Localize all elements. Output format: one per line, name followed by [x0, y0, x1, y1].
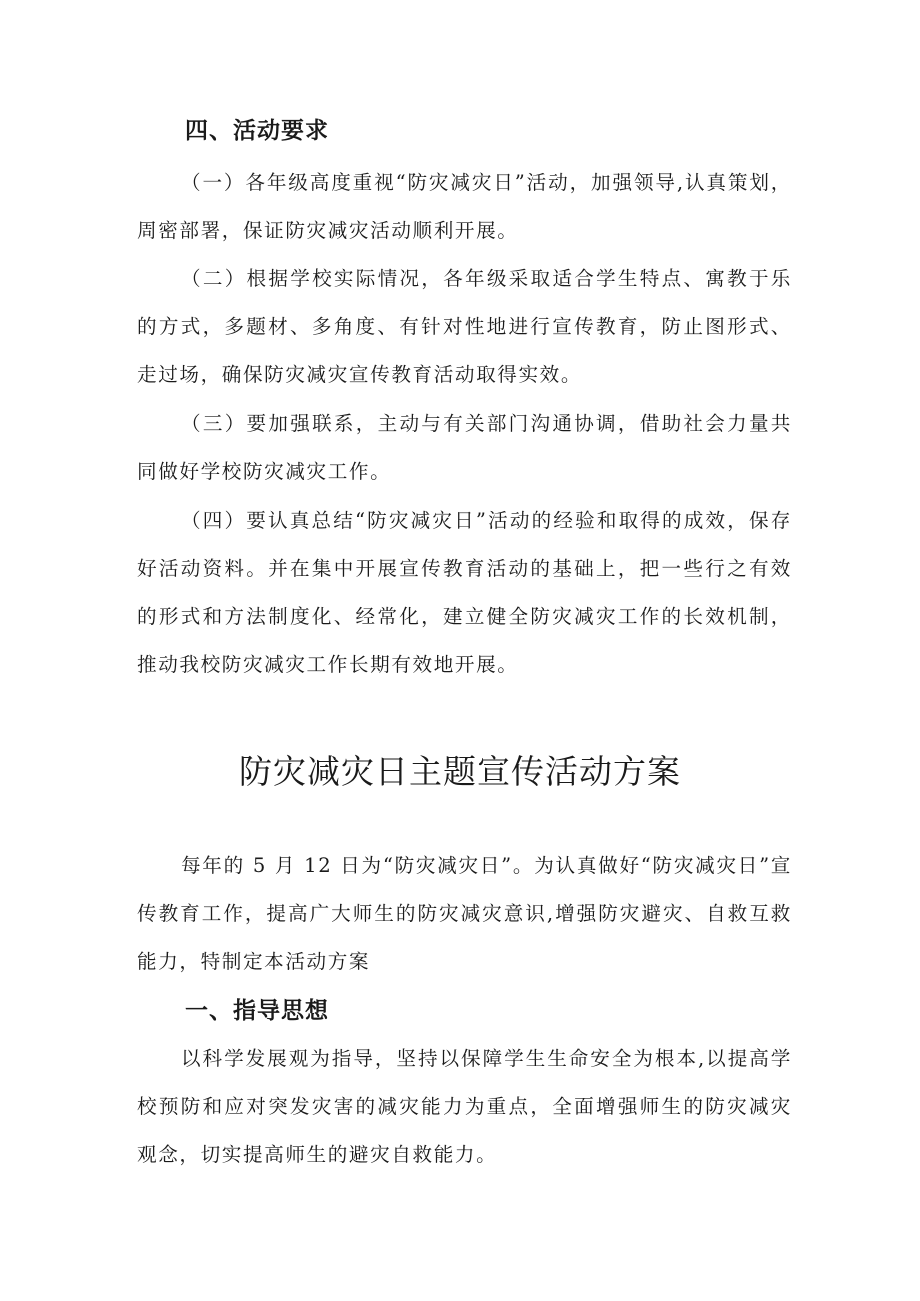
section-four-heading: 四、活动要求	[185, 118, 329, 144]
section-one-heading: 一、指导思想	[185, 998, 329, 1024]
document-title: 防灾减灾日主题宣传活动方案	[239, 752, 681, 791]
intro-paragraph: 每年的 5 月 12 日为“防灾减灾日”。为认真做好“防灾减灾日”宣传教育工作，提高广大师生的防灾减灾意识,增强防灾避灾、自救互救能力，特制定本活动方案	[137, 854, 792, 973]
section-one-paragraph: 以科学发展观为指导，坚持以保障学生生命安全为根本,以提高学校预防和应对突发灾害的减灾能力为重点，全面增强师生的防灾减灾观念，切实提高师生的避灾自救能力。	[137, 1047, 792, 1166]
section-four-paragraph-4: （四）要认真总结“防灾减灾日”活动的经验和取得的成效，保存好活动资料。并在集中开展宣传教育活动的基础上，把一些行之有效的形式和方法制度化、经常化，建立健全防灾减灾工作的长效机制，推动我校防灾减灾工作长期有效地开展。	[137, 509, 792, 676]
section-four-paragraph-2: （二）根据学校实际情况，各年级采取适合学生特点、寓教于乐的方式，多题材、多角度、有针对性地进行宣传教育，防止图形式、走过场，确保防灾减灾宣传教育活动取得实效。	[137, 267, 792, 386]
section-four-paragraph-3: （三）要加强联系，主动与有关部门沟通协调，借助社会力量共同做好学校防灾减灾工作。	[137, 412, 792, 483]
section-four-paragraph-1: （一）各年级高度重视“防灾减灾日”活动，加强领导,认真策划，周密部署，保证防灾减灾活动顺利开展。	[137, 171, 792, 242]
